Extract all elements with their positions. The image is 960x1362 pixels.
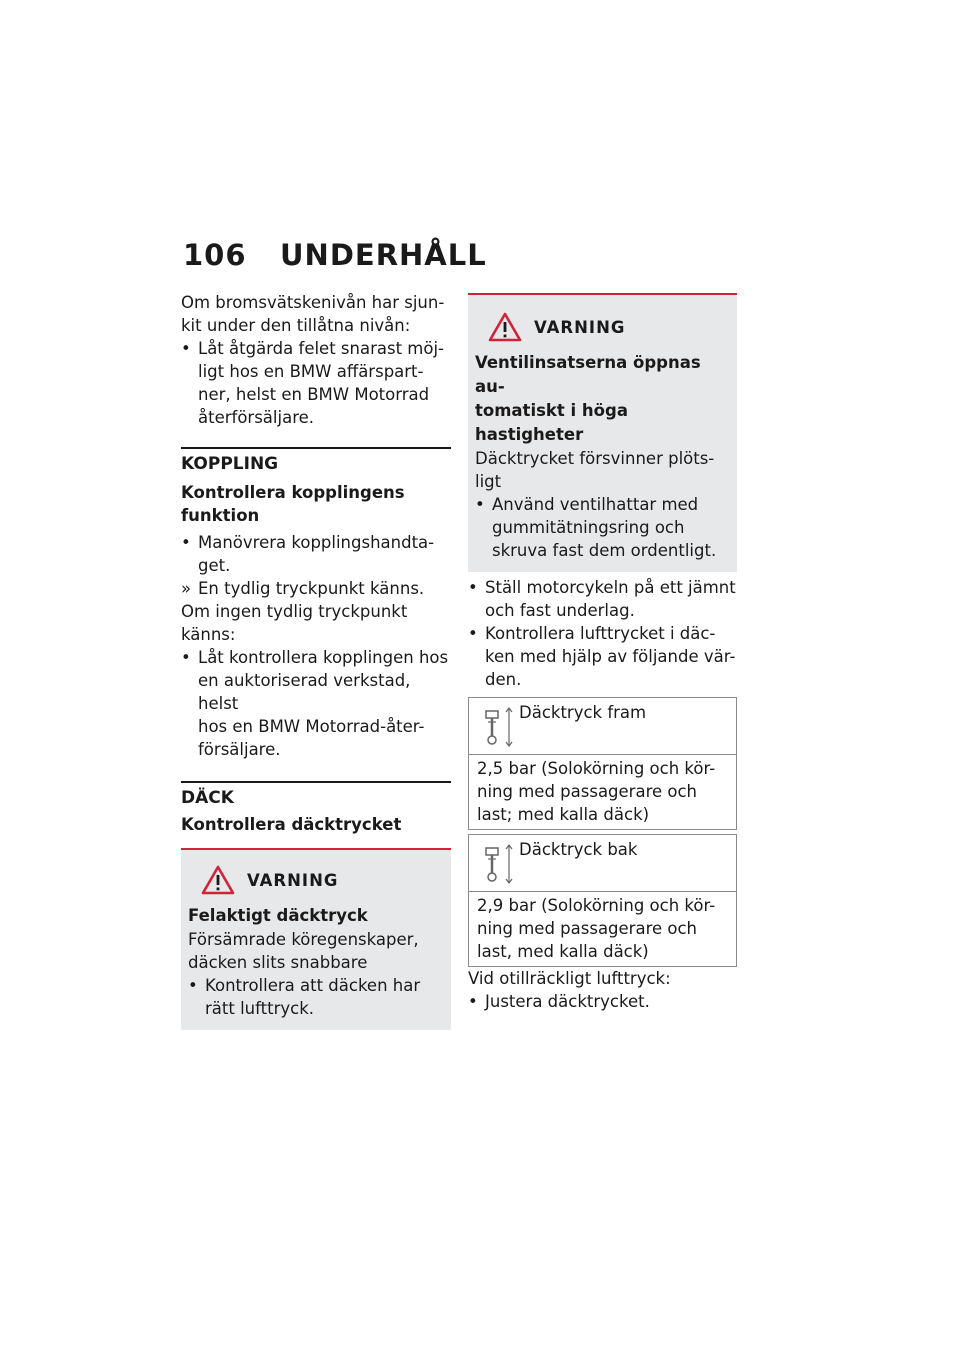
list-item: • Manövrera kopplingshandta- get.	[181, 533, 435, 575]
warning-text: Däcktrycket försvinner plöts- ligt	[475, 449, 715, 491]
result-icon: »	[181, 579, 192, 598]
bullet-icon: •	[475, 495, 485, 514]
list-item: • Låt åtgärda felet snarast möj- ligt hos en BMW affärspart- ner, helst en BMW Motorrad återförsäljare.	[181, 339, 444, 427]
warning-triangle-icon	[201, 865, 235, 895]
page-number: 106	[183, 238, 247, 272]
list-item: • Kontrollera lufttrycket i däc- ken med hjälp av följande vär- den.	[468, 624, 736, 689]
warning-header	[475, 307, 729, 347]
section-koppling	[181, 447, 451, 761]
warning-label: VARNING	[534, 317, 626, 337]
subsection-title: Kontrollera däcktrycket	[181, 815, 402, 834]
warning-triangle-icon	[488, 312, 522, 342]
bullet-icon: •	[181, 648, 191, 667]
tire-pressure-gauge-icon	[481, 843, 521, 885]
list-item: • Justera däcktrycket.	[468, 992, 650, 1011]
warning-headline: Felaktigt däcktryck	[188, 906, 368, 925]
bullet-icon: •	[188, 976, 198, 995]
spec-table-front	[468, 697, 737, 830]
page-header	[183, 238, 487, 288]
section-title: KOPPLING	[181, 454, 279, 474]
tire-pressure-gauge-icon	[481, 706, 521, 748]
warning-box	[181, 848, 451, 1030]
list-item: • Kontrollera att däcken har rätt lufttryck.	[188, 976, 421, 1018]
warning-headline: Ventilinsatserna öppnas au- tomatiskt i höga hastigheter	[475, 353, 701, 444]
spec-value: 2,9 bar (Solokörning och kör- ning med passagerare och last, med kalla däck)	[477, 896, 716, 961]
bullet-icon: •	[468, 578, 478, 597]
spec-header	[469, 835, 736, 892]
intro-text: Om bromsvätskenivån har sjun- kit under den tillåtna nivån:	[181, 293, 445, 335]
warning-box	[468, 293, 737, 572]
spec-header	[469, 698, 736, 755]
warning-header	[188, 860, 443, 900]
section-title: DÄCK	[181, 788, 234, 808]
bullet-icon: •	[181, 339, 191, 358]
list-item: • Använd ventilhattar med gummitätningsring och skruva fast dem ordentligt.	[475, 495, 717, 560]
right-column	[468, 293, 737, 1013]
spec-label: Däcktryck fram	[519, 703, 647, 722]
condition-text: Vid otillräckligt lufttryck:	[468, 969, 671, 988]
result-item: » En tydlig tryckpunkt känns.	[181, 579, 425, 598]
section-dack	[181, 781, 451, 836]
warning-label: VARNING	[247, 870, 339, 890]
condition-text: Om ingen tydlig tryckpunkt känns:	[181, 602, 408, 644]
chapter-title: UNDERHÅLL	[280, 238, 487, 272]
bullet-icon: •	[468, 992, 478, 1011]
spec-value: 2,5 bar (Solokörning och kör- ning med passagerare och last; med kalla däck)	[477, 759, 716, 824]
warning-text: Försämrade köregenskaper, däcken slits snabbare	[188, 930, 419, 972]
bullet-icon: •	[468, 624, 478, 643]
list-item: • Ställ motorcykeln på ett jämnt och fast underlag.	[468, 578, 736, 620]
bullet-icon: •	[181, 533, 191, 552]
spec-label: Däcktryck bak	[519, 840, 638, 859]
list-item: • Låt kontrollera kopplingen hos en auktoriserad verkstad, helst hos en BMW Motorrad-åter- försäljare.	[181, 648, 449, 759]
left-column	[181, 291, 451, 1030]
spec-table-rear	[468, 834, 737, 967]
subsection-title: Kontrollera kopplingens funktion	[181, 483, 405, 525]
